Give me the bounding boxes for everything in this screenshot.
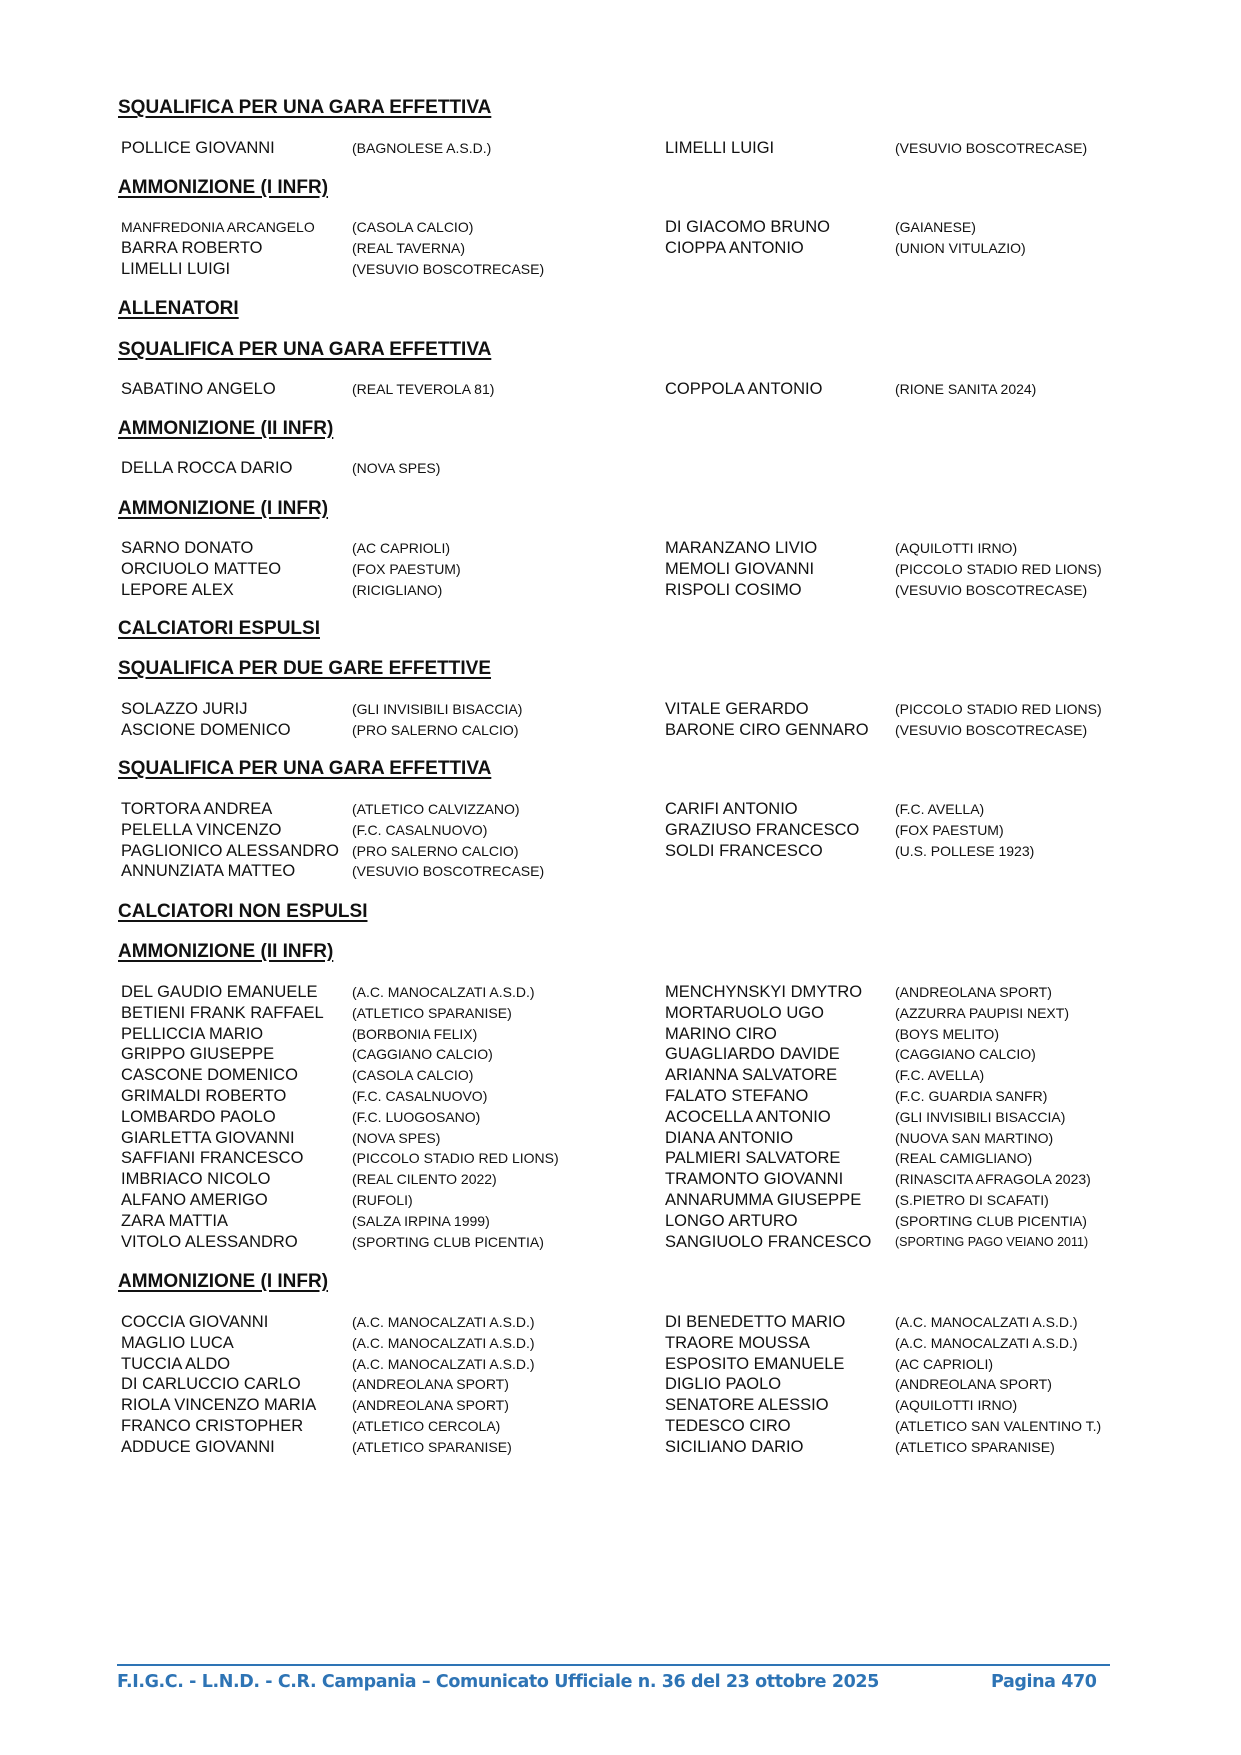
person-name: ASCIONE DOMENICO bbox=[121, 720, 291, 739]
list-row bbox=[0, 379, 1241, 400]
team-name: (AQUILOTTI IRNO) bbox=[895, 540, 1018, 556]
person-name: TORTORA ANDREA bbox=[121, 800, 273, 818]
team-name: (REAL CILENTO 2022) bbox=[352, 1171, 497, 1188]
section-heading: SQUALIFICA PER UNA GARA EFFETTIVA bbox=[118, 97, 492, 118]
list-row bbox=[0, 1437, 1241, 1458]
person-name: LIMELLI LUIGI bbox=[665, 139, 775, 157]
footer-divider bbox=[117, 1664, 1110, 1666]
list-row bbox=[0, 1416, 1241, 1437]
person-name: ARIANNA SALVATORE bbox=[665, 1066, 838, 1085]
section-heading: AMMONIZIONE (I INFR) bbox=[118, 498, 329, 519]
team-name: (BORBONIA FELIX) bbox=[352, 1025, 478, 1042]
list-row bbox=[0, 559, 1241, 580]
list-row bbox=[0, 238, 1241, 259]
list-row bbox=[0, 1395, 1241, 1416]
person-name: COCCIA GIOVANNI bbox=[121, 1313, 269, 1331]
team-name: (A.C. MANOCALZATI A.S.D.) bbox=[352, 1355, 535, 1372]
list-row bbox=[0, 259, 1241, 280]
team-name: (CAGGIANO CALCIO) bbox=[895, 1046, 1036, 1063]
list-row bbox=[0, 720, 1241, 741]
team-name: (SPORTING CLUB PICENTIA) bbox=[352, 1233, 544, 1250]
person-name: LOMBARDO PAOLO bbox=[121, 1107, 276, 1126]
team-name: (PRO SALERNO CALCIO) bbox=[352, 721, 519, 738]
person-name: DI BENEDETTO MARIO bbox=[665, 1313, 846, 1331]
person-name: ANNARUMMA GIUSEPPE bbox=[665, 1190, 862, 1209]
person-name: DIANA ANTONIO bbox=[665, 1128, 794, 1147]
team-name: (A.C. MANOCALZATI A.S.D.) bbox=[352, 984, 535, 1000]
team-name: (U.S. POLLESE 1923) bbox=[895, 842, 1035, 859]
team-name: (ANDREOLANA SPORT) bbox=[895, 1376, 1052, 1393]
team-name: (RINASCITA AFRAGOLA 2023) bbox=[895, 1171, 1091, 1188]
team-name: (CASOLA CALCIO) bbox=[352, 219, 474, 235]
team-name: (F.C. LUOGOSANO) bbox=[352, 1108, 481, 1125]
person-name: PALMIERI SALVATORE bbox=[665, 1149, 841, 1168]
team-name: (PRO SALERNO CALCIO) bbox=[352, 842, 519, 859]
person-name: MANFREDONIA ARCANGELO bbox=[121, 219, 315, 235]
team-name: (S.PIETRO DI SCAFATI) bbox=[895, 1191, 1049, 1208]
team-name: (VESUVIO BOSCOTRECASE) bbox=[895, 721, 1088, 738]
team-name: (AC CAPRIOLI) bbox=[352, 540, 451, 556]
list-row bbox=[0, 538, 1241, 559]
team-name: (RUFOLI) bbox=[352, 1191, 413, 1208]
list-row bbox=[0, 1312, 1241, 1333]
person-name: TRAORE MOUSSA bbox=[665, 1333, 810, 1352]
person-name: MAGLIO LUCA bbox=[121, 1333, 234, 1352]
person-name: ACOCELLA ANTONIO bbox=[665, 1107, 831, 1126]
sanction-list bbox=[0, 458, 1241, 479]
person-name: ALFANO AMERIGO bbox=[121, 1190, 268, 1209]
section-heading: SQUALIFICA PER UNA GARA EFFETTIVA bbox=[118, 758, 492, 779]
list-row bbox=[0, 1024, 1241, 1045]
section-heading: AMMONIZIONE (I INFR) bbox=[118, 177, 329, 198]
list-row bbox=[0, 1107, 1241, 1128]
person-name: GIARLETTA GIOVANNI bbox=[121, 1128, 295, 1147]
person-name: BETIENI FRANK RAFFAEL bbox=[121, 1003, 324, 1022]
team-name: (NUOVA SAN MARTINO) bbox=[895, 1129, 1054, 1146]
sanction-list bbox=[0, 1312, 1241, 1458]
team-name: (ATLETICO SAN VALENTINO T.) bbox=[895, 1417, 1102, 1434]
team-name: (BAGNOLESE A.S.D.) bbox=[352, 140, 492, 156]
person-name: MARANZANO LIVIO bbox=[665, 539, 818, 557]
person-name: FRANCO CRISTOPHER bbox=[121, 1416, 304, 1435]
team-name: (REAL CAMIGLIANO) bbox=[895, 1150, 1033, 1167]
team-name: (VESUVIO BOSCOTRECASE) bbox=[895, 140, 1088, 156]
person-name: ORCIUOLO MATTEO bbox=[121, 559, 282, 578]
list-row bbox=[0, 580, 1241, 601]
person-name: MENCHYNSKYI DMYTRO bbox=[665, 983, 863, 1001]
person-name: SANGIUOLO FRANCESCO bbox=[665, 1232, 872, 1251]
team-name: (SPORTING PAGO VEIANO 2011) bbox=[895, 1234, 1089, 1249]
team-name: (RICIGLIANO) bbox=[352, 581, 443, 598]
list-row bbox=[0, 1128, 1241, 1149]
list-row bbox=[0, 138, 1241, 159]
person-name: DIGLIO PAOLO bbox=[665, 1375, 782, 1394]
list-row bbox=[0, 458, 1241, 479]
person-name: CIOPPA ANTONIO bbox=[665, 238, 804, 257]
team-name: (AZZURRA PAUPISI NEXT) bbox=[895, 1004, 1069, 1021]
team-name: (ATLETICO SPARANISE) bbox=[352, 1004, 512, 1021]
team-name: (RIONE SANITA 2024) bbox=[895, 381, 1037, 397]
team-name: (ANDREOLANA SPORT) bbox=[895, 984, 1052, 1000]
team-name: (PICCOLO STADIO RED LIONS) bbox=[895, 701, 1102, 717]
team-name: (A.C. MANOCALZATI A.S.D.) bbox=[352, 1334, 535, 1351]
list-row bbox=[0, 1065, 1241, 1086]
team-name: (F.C. AVELLA) bbox=[895, 801, 985, 817]
list-row bbox=[0, 820, 1241, 841]
person-name: PELELLA VINCENZO bbox=[121, 820, 282, 839]
team-name: (ANDREOLANA SPORT) bbox=[352, 1376, 509, 1393]
section-heading: AMMONIZIONE (I INFR) bbox=[118, 1271, 329, 1292]
team-name: (ANDREOLANA SPORT) bbox=[352, 1397, 509, 1414]
person-name: GRAZIUSO FRANCESCO bbox=[665, 820, 860, 839]
footer-publication-info: F.I.G.C. - L.N.D. - C.R. Campania – Comunicato Ufficiale n. 36 del 23 ottobre 2025 bbox=[117, 1672, 879, 1692]
person-name: PELLICCIA MARIO bbox=[121, 1024, 264, 1043]
person-name: PAGLIONICO ALESSANDRO bbox=[121, 841, 339, 860]
person-name: TUCCIA ALDO bbox=[121, 1354, 231, 1373]
section-heading: AMMONIZIONE (II INFR) bbox=[118, 941, 334, 962]
list-row bbox=[0, 217, 1241, 238]
person-name: IMBRIACO NICOLO bbox=[121, 1170, 271, 1189]
list-row bbox=[0, 861, 1241, 882]
team-name: (GLI INVISIBILI BISACCIA) bbox=[895, 1108, 1066, 1125]
person-name: SOLDI FRANCESCO bbox=[665, 841, 823, 860]
team-name: (BOYS MELITO) bbox=[895, 1025, 999, 1042]
footer-page-number: Pagina 470 bbox=[991, 1672, 1097, 1692]
person-name: BARONE CIRO GENNARO bbox=[665, 720, 869, 739]
person-name: BARRA ROBERTO bbox=[121, 238, 263, 257]
person-name: TRAMONTO GIOVANNI bbox=[665, 1170, 844, 1189]
team-name: (ATLETICO SPARANISE) bbox=[895, 1438, 1055, 1455]
person-name: GRIPPO GIUSEPPE bbox=[121, 1045, 275, 1064]
list-row bbox=[0, 1190, 1241, 1211]
person-name: SICILIANO DARIO bbox=[665, 1437, 804, 1456]
person-name: VITOLO ALESSANDRO bbox=[121, 1232, 298, 1251]
team-name: (GLI INVISIBILI BISACCIA) bbox=[352, 701, 523, 717]
person-name: LONGO ARTURO bbox=[665, 1211, 798, 1230]
section-heading: ALLENATORI bbox=[118, 298, 239, 319]
list-row bbox=[0, 1169, 1241, 1190]
team-name: (F.C. AVELLA) bbox=[895, 1067, 985, 1084]
team-name: (AC CAPRIOLI) bbox=[895, 1355, 994, 1372]
team-name: (AQUILOTTI IRNO) bbox=[895, 1397, 1018, 1414]
team-name: (FOX PAESTUM) bbox=[895, 821, 1004, 838]
person-name: VITALE GERARDO bbox=[665, 700, 809, 718]
person-name: GRIMALDI ROBERTO bbox=[121, 1086, 287, 1105]
person-name: SENATORE ALESSIO bbox=[665, 1396, 829, 1415]
person-name: LEPORE ALEX bbox=[121, 580, 234, 599]
person-name: MEMOLI GIOVANNI bbox=[665, 559, 815, 578]
team-name: (SPORTING CLUB PICENTIA) bbox=[895, 1212, 1087, 1229]
person-name: SABATINO ANGELO bbox=[121, 380, 276, 398]
team-name: (F.C. CASALNUOVO) bbox=[352, 1087, 488, 1104]
sanction-list bbox=[0, 538, 1241, 600]
team-name: (VESUVIO BOSCOTRECASE) bbox=[895, 581, 1088, 598]
team-name: (GAIANESE) bbox=[895, 219, 976, 235]
sanction-list bbox=[0, 379, 1241, 400]
section-heading: AMMONIZIONE (II INFR) bbox=[118, 418, 334, 439]
person-name: SOLAZZO JURIJ bbox=[121, 700, 248, 718]
team-name: (CASOLA CALCIO) bbox=[352, 1067, 474, 1084]
section-heading: CALCIATORI NON ESPULSI bbox=[118, 901, 368, 922]
person-name: GUAGLIARDO DAVIDE bbox=[665, 1045, 840, 1064]
person-name: RISPOLI COSIMO bbox=[665, 580, 802, 599]
person-name: ESPOSITO EMANUELE bbox=[665, 1354, 845, 1373]
person-name: DI GIACOMO BRUNO bbox=[665, 218, 831, 236]
person-name: DEL GAUDIO EMANUELE bbox=[121, 983, 318, 1001]
team-name: (A.C. MANOCALZATI A.S.D.) bbox=[895, 1314, 1078, 1330]
team-name: (VESUVIO BOSCOTRECASE) bbox=[352, 863, 545, 880]
team-name: (ATLETICO CERCOLA) bbox=[352, 1417, 501, 1434]
list-row bbox=[0, 1086, 1241, 1107]
person-name: POLLICE GIOVANNI bbox=[121, 139, 275, 157]
team-name: (VESUVIO BOSCOTRECASE) bbox=[352, 260, 545, 277]
team-name: (REAL TAVERNA) bbox=[352, 239, 466, 256]
team-name: (PICCOLO STADIO RED LIONS) bbox=[352, 1150, 559, 1167]
list-row bbox=[0, 1211, 1241, 1232]
person-name: ZARA MATTIA bbox=[121, 1211, 228, 1230]
sanction-list bbox=[0, 217, 1241, 279]
section-heading: SQUALIFICA PER UNA GARA EFFETTIVA bbox=[118, 339, 492, 360]
sanction-list bbox=[0, 982, 1241, 1252]
list-row bbox=[0, 1148, 1241, 1169]
team-name: (F.C. CASALNUOVO) bbox=[352, 821, 488, 838]
team-name: (ATLETICO CALVIZZANO) bbox=[352, 801, 520, 817]
team-name: (A.C. MANOCALZATI A.S.D.) bbox=[352, 1314, 535, 1330]
person-name: ADDUCE GIOVANNI bbox=[121, 1437, 275, 1456]
list-row bbox=[0, 1044, 1241, 1065]
person-name: MORTARUOLO UGO bbox=[665, 1003, 824, 1022]
team-name: (F.C. GUARDIA SANFR) bbox=[895, 1087, 1048, 1104]
list-row bbox=[0, 1374, 1241, 1395]
person-name: ANNUNZIATA MATTEO bbox=[121, 862, 296, 881]
section-heading: CALCIATORI ESPULSI bbox=[118, 618, 320, 639]
team-name: (UNION VITULAZIO) bbox=[895, 239, 1026, 256]
list-row bbox=[0, 799, 1241, 820]
person-name: RIOLA VINCENZO MARIA bbox=[121, 1396, 317, 1415]
team-name: (SALZA IRPINA 1999) bbox=[352, 1212, 490, 1229]
team-name: (ATLETICO SPARANISE) bbox=[352, 1438, 512, 1455]
team-name: (FOX PAESTUM) bbox=[352, 560, 461, 577]
sanction-list bbox=[0, 138, 1241, 159]
team-name: (NOVA SPES) bbox=[352, 460, 441, 476]
person-name: SARNO DONATO bbox=[121, 539, 254, 557]
sanction-list bbox=[0, 799, 1241, 882]
person-name: LIMELLI LUIGI bbox=[121, 259, 231, 278]
list-row bbox=[0, 699, 1241, 720]
list-row bbox=[0, 1354, 1241, 1375]
list-row bbox=[0, 841, 1241, 862]
person-name: MARINO CIRO bbox=[665, 1024, 777, 1043]
team-name: (CAGGIANO CALCIO) bbox=[352, 1046, 493, 1063]
person-name: FALATO STEFANO bbox=[665, 1086, 809, 1105]
team-name: (NOVA SPES) bbox=[352, 1129, 441, 1146]
team-name: (REAL TEVEROLA 81) bbox=[352, 381, 495, 397]
team-name: (A.C. MANOCALZATI A.S.D.) bbox=[895, 1334, 1078, 1351]
person-name: SAFFIANI FRANCESCO bbox=[121, 1149, 304, 1168]
team-name: (PICCOLO STADIO RED LIONS) bbox=[895, 560, 1102, 577]
person-name: DI CARLUCCIO CARLO bbox=[121, 1375, 301, 1394]
person-name: CARIFI ANTONIO bbox=[665, 800, 798, 818]
person-name: TEDESCO CIRO bbox=[665, 1416, 791, 1435]
section-heading: SQUALIFICA PER DUE GARE EFFETTIVE bbox=[118, 658, 491, 679]
list-row bbox=[0, 1232, 1241, 1253]
person-name: CASCONE DOMENICO bbox=[121, 1066, 298, 1085]
list-row bbox=[0, 982, 1241, 1003]
person-name: COPPOLA ANTONIO bbox=[665, 380, 823, 398]
list-row bbox=[0, 1333, 1241, 1354]
person-name: DELLA ROCCA DARIO bbox=[121, 459, 293, 477]
list-row bbox=[0, 1003, 1241, 1024]
sanction-list bbox=[0, 699, 1241, 741]
